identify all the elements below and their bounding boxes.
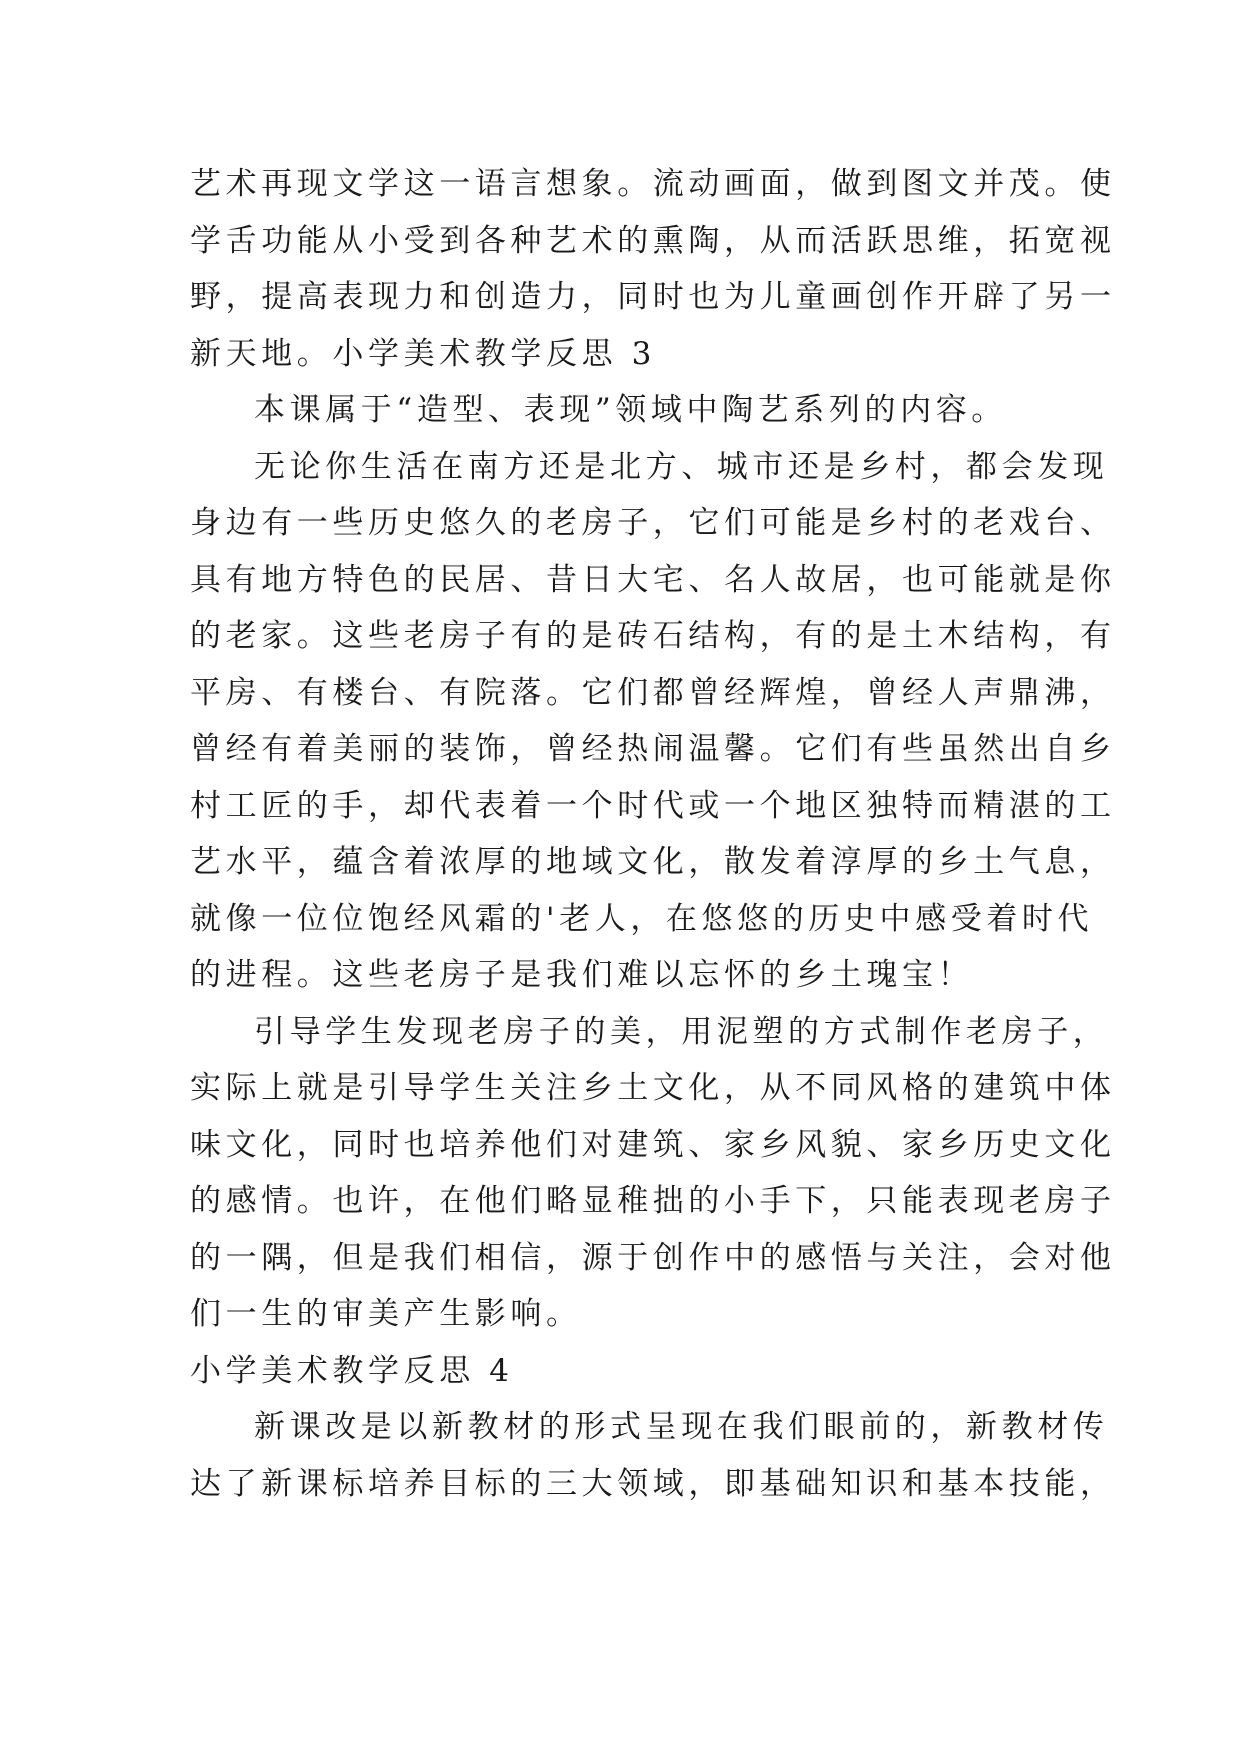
text-line: 们一生的审美产生影响。 xyxy=(190,1296,582,1332)
paragraph-3 xyxy=(190,439,1116,1004)
text-line: 新天地。小学美术教学反思 3 xyxy=(190,335,656,372)
paragraph-4 xyxy=(190,1004,1116,1343)
section-heading xyxy=(190,1343,1058,1400)
text-line: 平房、有楼台、有院落。它们都曾经辉煌，曾经人声鼎沸， xyxy=(190,674,1116,711)
text-line: 新课改是以新教材的形式呈现在我们眼前的，新教材传 xyxy=(254,1409,1109,1445)
text-line: 曾经有着美丽的装饰，曾经热闹温馨。它们有些虽然出自乡 xyxy=(190,731,1116,767)
paragraph-1 xyxy=(190,156,1116,382)
text-line: 引导学生发现老房子的美，用泥塑的方式制作老房子， xyxy=(254,1013,1109,1050)
text-line: 实际上就是引导学生关注乡土文化，从不同风格的建筑中体 xyxy=(190,1070,1116,1106)
text-line: 本课属于“造型、表现”领域中陶艺系列的内容。 xyxy=(254,392,1007,428)
document-body xyxy=(190,156,1116,1512)
text-line: 的进程。这些老房子是我们难以忘怀的乡土瑰宝！ xyxy=(190,957,974,993)
text-line: 学舌功能从小受到各种艺术的熏陶，从而活跃思维，拓宽视 xyxy=(190,222,1116,259)
section-title: 小学美术教学反思 4 xyxy=(190,1352,514,1389)
text-line: 身边有一些历史悠久的老房子，它们可能是乡村的老戏台、 xyxy=(190,505,1116,541)
text-line: 具有地方特色的民居、昔日大宅、名人故居，也可能就是你 xyxy=(190,561,1116,598)
text-line: 艺水平，蕴含着浓厚的地域文化，散发着淳厚的乡土气息， xyxy=(190,844,1116,880)
text-line: 野，提高表现力和创造力，同时也为儿童画创作开辟了另一 xyxy=(190,279,1116,315)
text-line: 味文化，同时也培养他们对建筑、家乡风貌、家乡历史文化 xyxy=(190,1126,1116,1163)
paragraph-2 xyxy=(190,382,1058,439)
text-line: 无论你生活在南方还是北方、城市还是乡村，都会发现 xyxy=(254,448,1109,485)
text-line: 达了新课标培养目标的三大领域，即基础知识和基本技能， xyxy=(190,1465,1116,1502)
text-line: 就像一位位饱经风霜的'老人，在悠悠的历史中感受着时代 xyxy=(190,900,1094,937)
text-line: 艺术再现文学这一语言想象。流动画面，做到图文并茂。使 xyxy=(190,166,1116,202)
text-line: 的感情。也许，在他们略显稚拙的小手下，只能表现老房子 xyxy=(190,1183,1116,1219)
text-line: 村工匠的手，却代表着一个时代或一个地区独特而精湛的工 xyxy=(190,787,1116,824)
text-line: 的一隅，但是我们相信，源于创作中的感悟与关注，会对他 xyxy=(190,1239,1116,1276)
paragraph-5 xyxy=(190,1399,1116,1512)
text-line: 的老家。这些老房子有的是砖石结构，有的是土木结构，有 xyxy=(190,618,1116,654)
